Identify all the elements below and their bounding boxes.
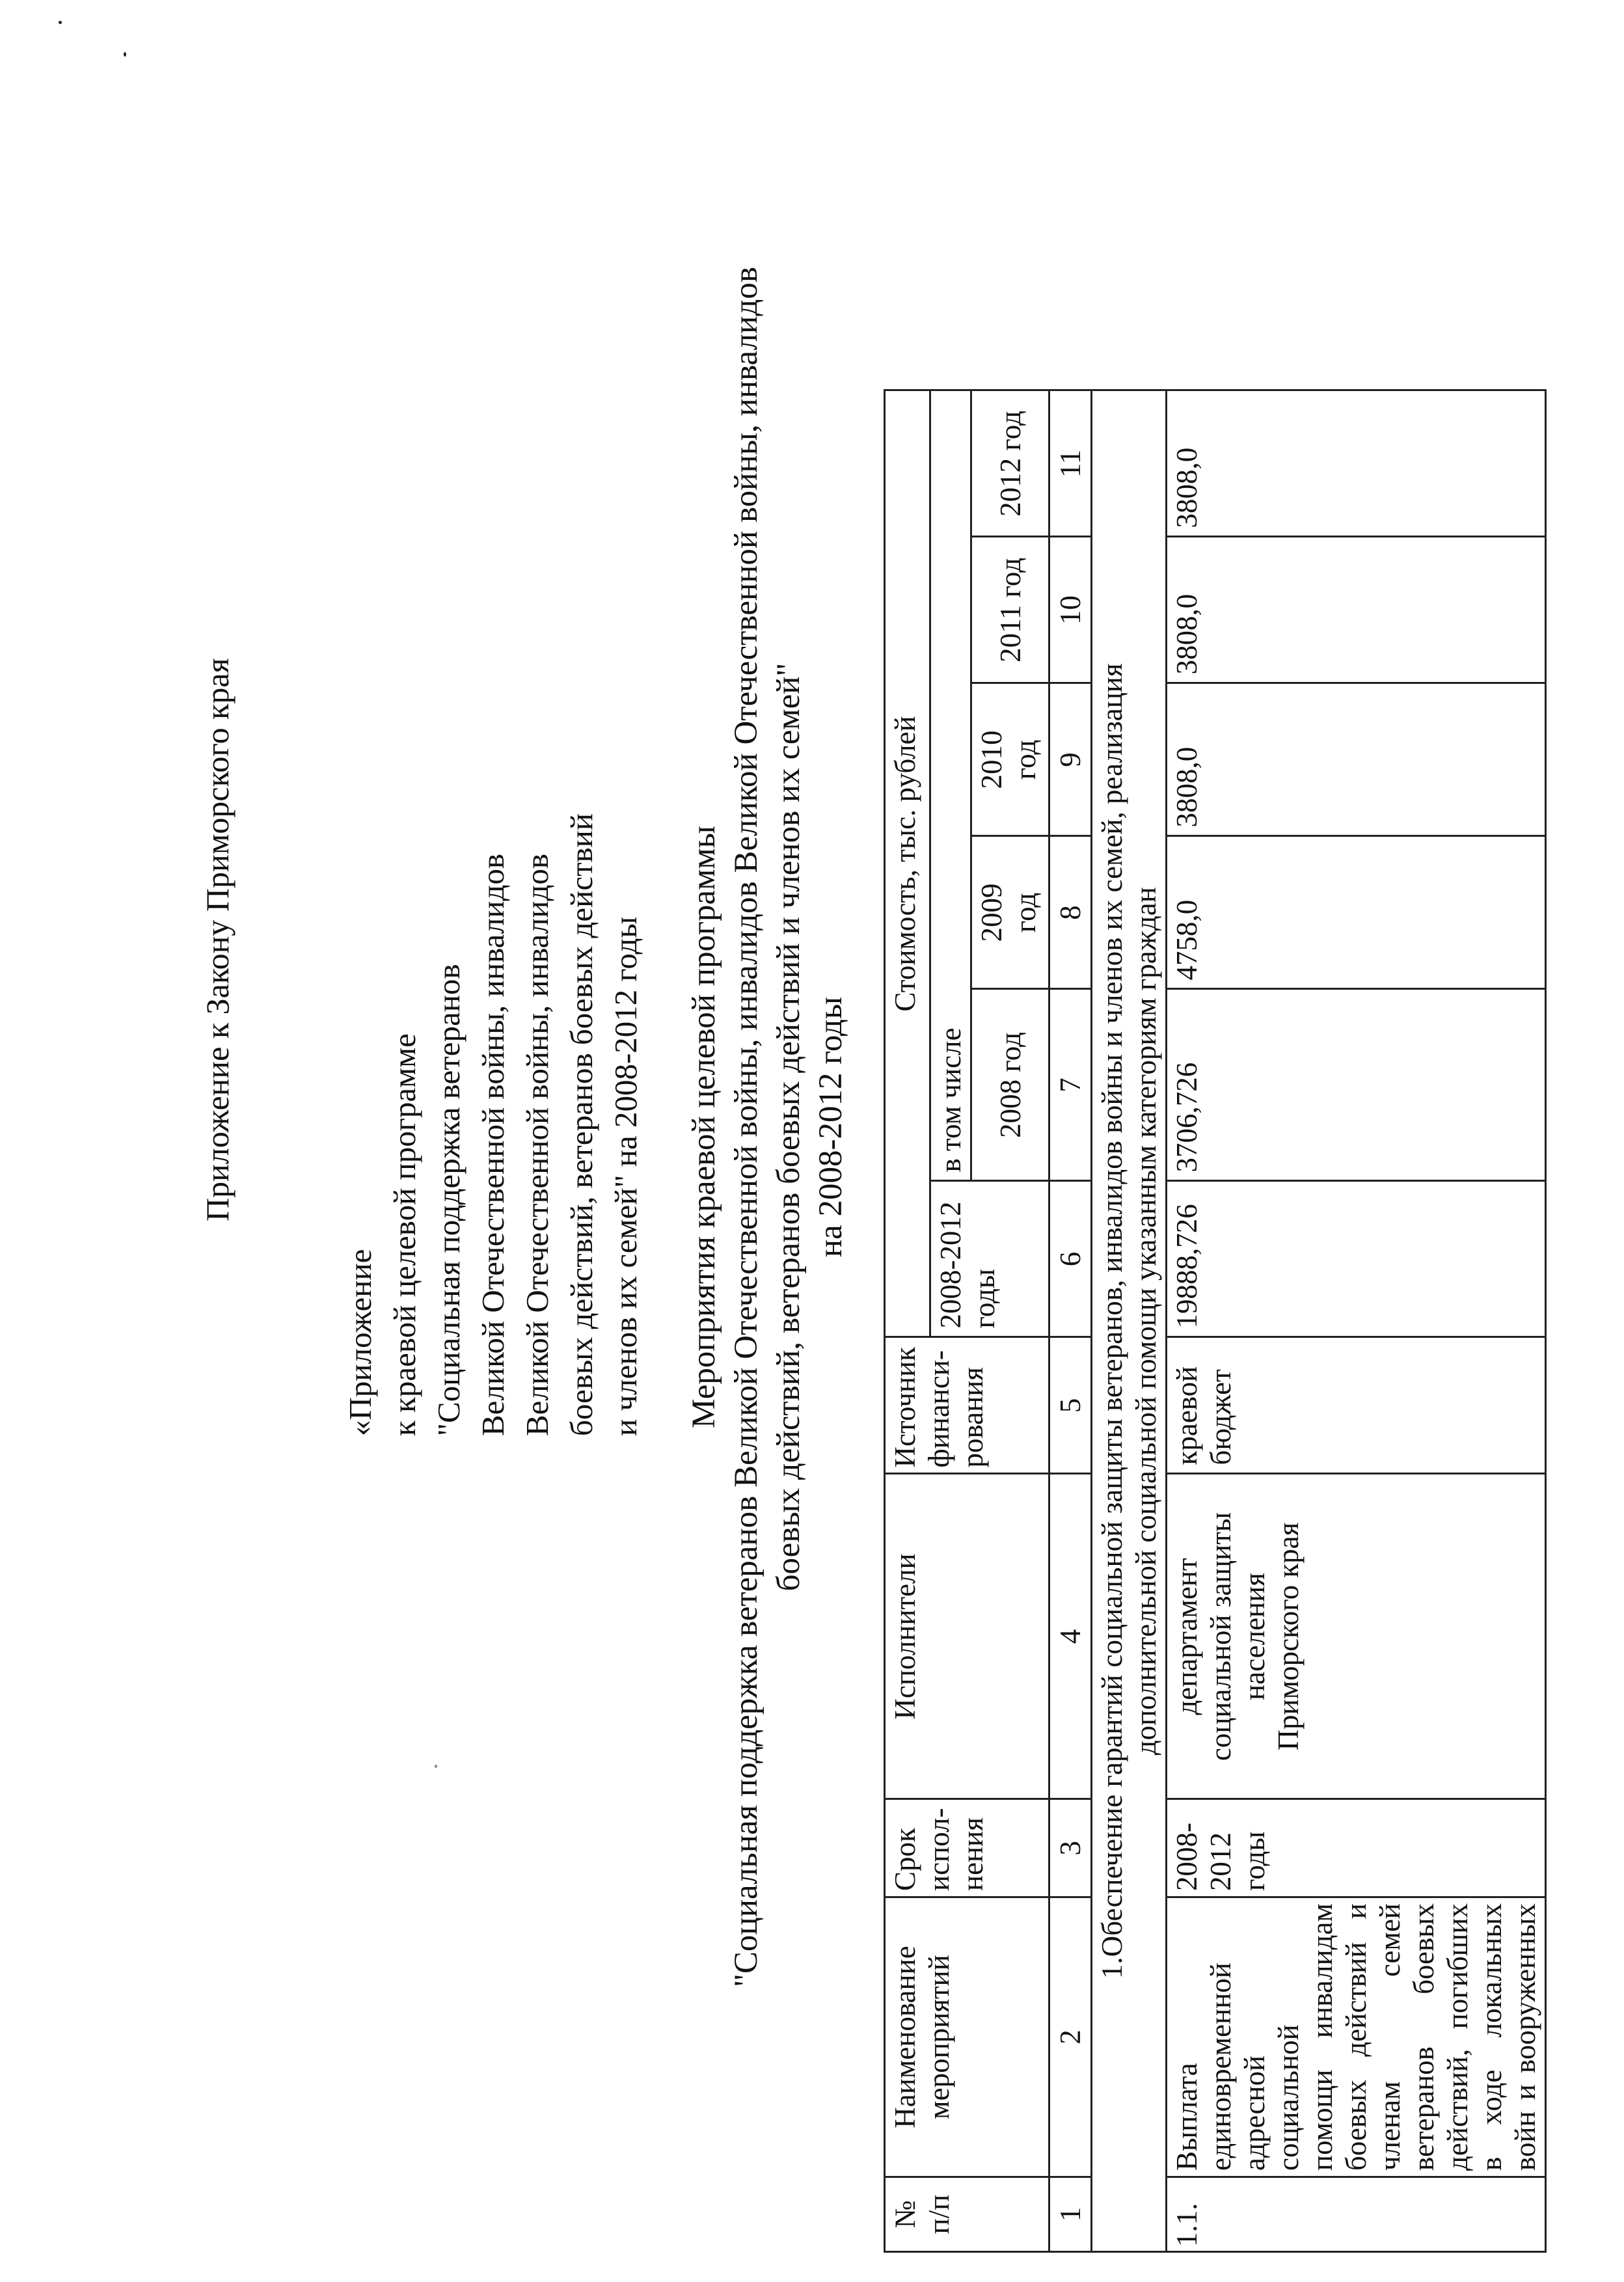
- header-2008: 2008 год: [971, 989, 1049, 1181]
- scan-speck: [59, 21, 62, 24]
- title-line: боевых действий, ветеранов боевых действий и членов их семей": [770, 662, 807, 1592]
- column-number: 9: [1049, 683, 1092, 836]
- measures-table: [884, 390, 1547, 2253]
- table-row: [1167, 390, 1546, 2252]
- header-term-line: Срок: [889, 1828, 921, 1891]
- header-executors: Исполнители: [885, 1474, 1049, 1799]
- column-number: 6: [1049, 1181, 1092, 1337]
- word: боевых: [1340, 2080, 1372, 2171]
- column-number: 7: [1049, 989, 1092, 1181]
- row-name: [1167, 1897, 1546, 2177]
- measures-table-wrapper: [884, 390, 1547, 2253]
- header-num-line: №: [889, 2200, 921, 2229]
- word: адресной: [1238, 2055, 1271, 2171]
- row-executors-line: социальной защиты: [1204, 1512, 1237, 1761]
- row-source-line: краевой: [1171, 1366, 1203, 1465]
- word: вооруженных: [1509, 1903, 1541, 2074]
- title-line: Мероприятия краевой целевой программы: [686, 826, 722, 1428]
- header-total-line: годы: [968, 1268, 1001, 1329]
- word: членам: [1374, 2081, 1406, 2171]
- column-number: 8: [1049, 836, 1092, 989]
- row-name-line: [1474, 1903, 1508, 2171]
- header-2009-line: год: [1009, 892, 1042, 933]
- word: погибших: [1441, 1903, 1474, 2030]
- header-num: [885, 2177, 1049, 2252]
- word: семей: [1374, 1903, 1406, 1977]
- program-annex-line: Великой Отечественной войны, инвалидов: [475, 853, 511, 1436]
- header-2010-line: год: [1009, 739, 1042, 780]
- header-2009: [971, 836, 1049, 989]
- header-term: [885, 1799, 1049, 1897]
- word: действий: [1340, 1942, 1372, 2057]
- row-name-line: [1508, 1903, 1542, 2171]
- row-source: [1167, 1337, 1546, 1474]
- word: в: [1475, 2156, 1508, 2171]
- program-annex-line: и членов их семей" на 2008-2012 годы: [608, 916, 643, 1436]
- header-incl: в том числе: [930, 390, 971, 1181]
- header-2011: 2011 год: [971, 537, 1049, 683]
- scan-speck: [124, 52, 126, 57]
- header-2010-line: 2010: [975, 730, 1008, 789]
- scan-speck: [435, 1765, 437, 1768]
- row-executors-line: департамент: [1171, 1558, 1203, 1715]
- section-heading: [1092, 390, 1167, 2252]
- program-annex-line: "Социальная поддержка ветеранов: [431, 964, 467, 1436]
- word: социальной: [1272, 2024, 1305, 2171]
- header-source-line: рования: [956, 1367, 989, 1468]
- header-term-line: нения: [956, 1817, 989, 1891]
- row-executors-line: населения: [1238, 1573, 1271, 1700]
- column-number: 1: [1049, 2177, 1092, 2252]
- section-row: [1092, 390, 1167, 2252]
- word: локальных: [1475, 1903, 1508, 2038]
- program-annex-line: к краевой целевой программе: [386, 1033, 422, 1436]
- column-number: 3: [1049, 1799, 1092, 1897]
- law-annex-line: Приложение к Закону Приморского края: [199, 658, 236, 1221]
- row-name-line: [1339, 1903, 1373, 2171]
- row-name-line: [1305, 1903, 1339, 2171]
- word: войн: [1509, 2111, 1541, 2171]
- title-line: на 2008-2012 годы: [813, 996, 849, 1258]
- row-term-line: 2012: [1204, 1832, 1237, 1891]
- row-name-line: [1407, 1903, 1441, 2171]
- row-2008: 3706,726: [1167, 989, 1546, 1181]
- header-source: [885, 1337, 1049, 1474]
- header-cost: Стоимость, тыс. рублей: [885, 390, 930, 1337]
- row-term: [1167, 1799, 1546, 1897]
- row-source-line: бюджет: [1204, 1369, 1237, 1465]
- word: Выплата: [1171, 2063, 1203, 2171]
- table-header-row: [885, 390, 930, 2252]
- word: единовременной: [1204, 1963, 1237, 2171]
- row-name-line: [1373, 1903, 1407, 2171]
- document-title: [683, 102, 852, 2152]
- row-executors: [1167, 1474, 1546, 1799]
- word: и: [1509, 2084, 1541, 2100]
- section-heading-line: 1.Обеспечение гарантий социальной защиты ветеранов, инвалидов войны и членов их семей, реализация: [1096, 663, 1128, 1979]
- row-total: 19888,726: [1167, 1181, 1546, 1337]
- header-2009-line: 2009: [975, 883, 1008, 942]
- column-number: 11: [1049, 390, 1092, 537]
- word: ходе: [1475, 2069, 1508, 2125]
- header-source-line: финанси-: [923, 1350, 955, 1468]
- header-name-line: мероприятий: [923, 1955, 955, 2119]
- section-heading-line: дополнительной социальной помощи указанным категориям граждан: [1130, 887, 1162, 1756]
- row-executors-line: Приморского края: [1272, 1522, 1305, 1751]
- header-2010: [971, 683, 1049, 836]
- program-annex-block: [338, 5, 648, 1436]
- row-name-line: [1170, 1903, 1238, 2171]
- program-annex-line: Великой Отечественной войны, инвалидов: [519, 853, 555, 1436]
- word: и: [1340, 1903, 1372, 1920]
- header-term-line: испол-: [923, 1808, 955, 1891]
- header-source-line: Источник: [889, 1346, 921, 1468]
- title-line: "Социальная поддержка ветеранов Великой Отечественной войны, инвалидов Великой Отечественной войны, инвалидов: [728, 267, 765, 1987]
- header-name-line: Наименование: [889, 1946, 921, 2128]
- program-annex-line: «Приложение: [342, 1249, 378, 1436]
- column-number: 2: [1049, 1897, 1092, 2177]
- header-2012: 2012 год: [971, 390, 1049, 537]
- header-total: [930, 1181, 1049, 1337]
- row-name-line: [1441, 1903, 1474, 2171]
- row-term-line: годы: [1238, 1831, 1271, 1891]
- row-num: 1.1.: [1167, 2177, 1546, 2252]
- word: боевых: [1407, 1903, 1440, 1994]
- word: инвалидам: [1306, 1903, 1338, 2039]
- header-total-line: 2008-2012: [934, 1201, 967, 1329]
- law-annex-heading: [195, 0, 239, 1221]
- row-term-line: 2008-: [1171, 1823, 1203, 1891]
- column-number: 10: [1049, 537, 1092, 683]
- word: действий,: [1441, 2048, 1474, 2171]
- header-name: [885, 1897, 1049, 2177]
- column-number: 5: [1049, 1337, 1092, 1474]
- header-num-line: п/п: [923, 2194, 955, 2234]
- column-number: 4: [1049, 1474, 1092, 1799]
- word: ветеранов: [1407, 2046, 1440, 2171]
- row-2010: 3808,0: [1167, 683, 1546, 836]
- row-name-line: [1238, 1903, 1305, 2171]
- program-annex-line: боевых действий, ветеранов боевых действий: [563, 813, 599, 1436]
- word: помощи: [1306, 2069, 1338, 2171]
- column-number-row: [1049, 390, 1092, 2252]
- row-2011: 3808,0: [1167, 537, 1546, 683]
- row-2009: 4758,0: [1167, 836, 1546, 989]
- row-2012: 3808,0: [1167, 390, 1546, 537]
